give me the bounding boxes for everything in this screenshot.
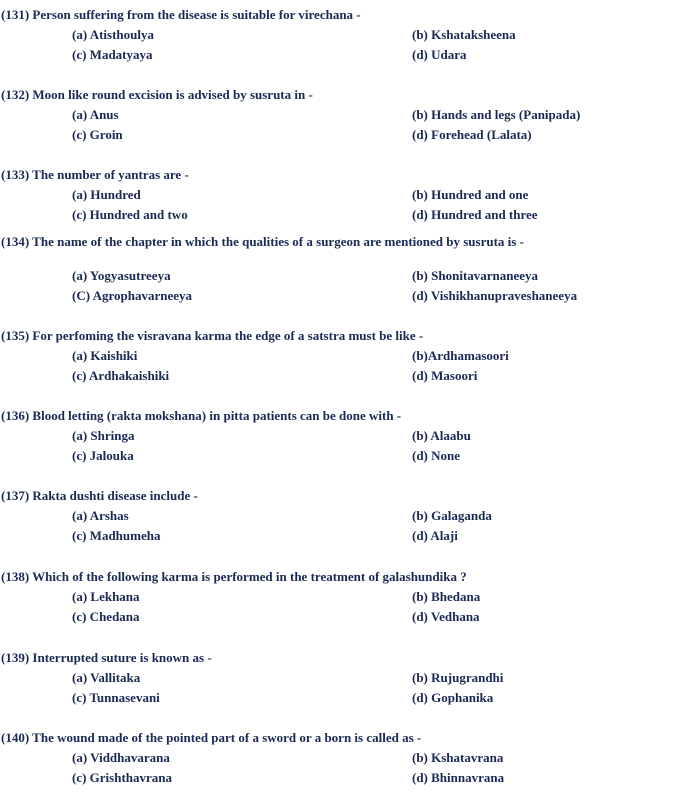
option-a: (a) Lekhana	[72, 589, 140, 604]
option-a: (a) Shringa	[72, 428, 135, 443]
option-d: (d) Udara	[412, 47, 467, 62]
option-c: (c) Jalouka	[72, 448, 134, 463]
question-text: (137) Rakta dushti disease include -	[1, 488, 198, 503]
option-b: (b) Bhedana	[412, 589, 481, 604]
option-d: (d) None	[412, 448, 461, 463]
question-text: (132) Moon like round excision is advised by susruta in -	[1, 87, 313, 102]
option-b: (b) Galaganda	[412, 508, 492, 523]
option-d: (d) Hundred and three	[412, 207, 538, 222]
option-c: (c) Hundred and two	[72, 207, 188, 222]
option-d: (d) Gophanika	[412, 690, 494, 705]
option-c: (c) Ardhakaishiki	[72, 368, 170, 383]
option-b: (b)Ardhamasoori	[412, 348, 509, 363]
option-a: (a) Vallitaka	[72, 670, 141, 685]
option-c: (c) Madatyaya	[72, 47, 153, 62]
option-a: (a) Atisthoulya	[72, 27, 154, 42]
option-b: (b) Shonitavarnaneeya	[412, 268, 539, 283]
option-c: (c) Madhumeha	[72, 528, 161, 543]
question-text: (133) The number of yantras are -	[1, 167, 189, 182]
question-text: (131) Person suffering from the disease is suitable for virechana -	[1, 7, 361, 22]
question-text: (140) The wound made of the pointed part of a sword or a born is called as -	[1, 730, 422, 745]
option-c: (c) Groin	[72, 127, 123, 142]
question-text: (135) For perfoming the visravana karma the edge of a satstra must be like -	[1, 328, 424, 343]
option-b: (b) Hands and legs (Panipada)	[412, 107, 581, 122]
option-d: (d) Vishikhanupraveshaneeya	[412, 288, 578, 303]
option-b: (b) Kshatavrana	[412, 750, 504, 765]
question-text: (138) Which of the following karma is performed in the treatment of galashundika ?	[1, 569, 467, 584]
question-text: (136) Blood letting (rakta mokshana) in pitta patients can be done with -	[1, 408, 402, 423]
option-c: (c) Tunnasevani	[72, 690, 160, 705]
option-a: (a) Anus	[72, 107, 119, 122]
option-b: (b) Kshataksheena	[412, 27, 516, 42]
option-b: (b) Hundred and one	[412, 187, 529, 202]
option-d: (d) Bhinnavrana	[412, 770, 505, 785]
option-d: (d) Forehead (Lalata)	[412, 127, 532, 142]
option-c: (c) Grishthavrana	[72, 770, 173, 785]
option-d: (d) Masoori	[412, 368, 478, 383]
option-d: (d) Vedhana	[412, 609, 480, 624]
option-c: (C) Agrophavarneeya	[72, 288, 193, 303]
option-a: (a) Viddhavarana	[72, 750, 170, 765]
option-a: (a) Arshas	[72, 508, 129, 523]
option-a: (a) Hundred	[72, 187, 141, 202]
question-text: (134) The name of the chapter in which the qualities of a surgeon are mentioned by susruta is -	[1, 234, 524, 249]
option-b: (b) Alaabu	[412, 428, 471, 443]
option-c: (c) Chedana	[72, 609, 140, 624]
option-a: (a) Kaishiki	[72, 348, 138, 363]
option-d: (d) Alaji	[412, 528, 458, 543]
option-b: (b) Rujugrandhi	[412, 670, 504, 685]
option-a: (a) Yogyasutreeya	[72, 268, 171, 283]
question-text: (139) Interrupted suture is known as -	[1, 650, 212, 665]
